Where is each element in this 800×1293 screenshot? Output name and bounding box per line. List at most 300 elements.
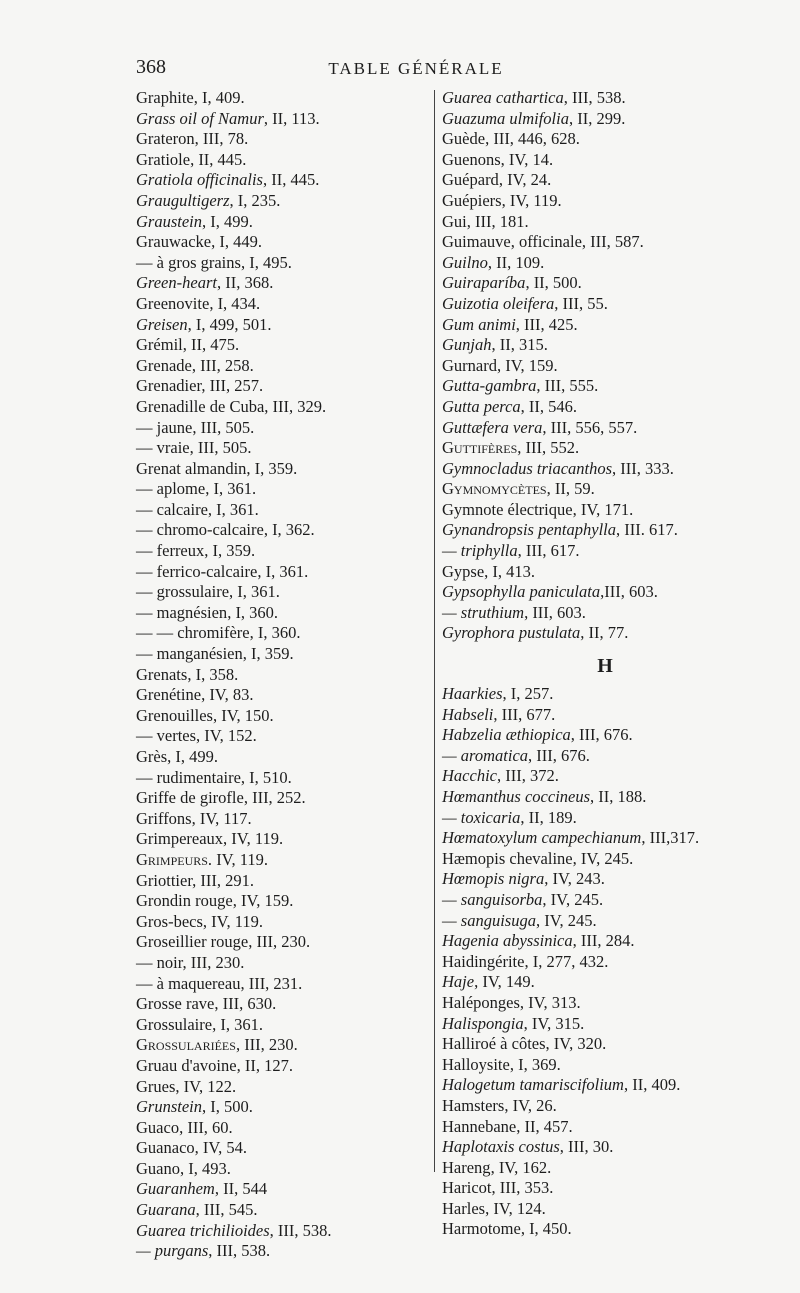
index-entry xyxy=(136,871,432,892)
entry-term: — ferreux xyxy=(136,541,205,561)
entry-term: Gypse xyxy=(442,561,485,581)
entry-reference: , IV, 119. xyxy=(223,829,284,849)
entry-reference: , I, 495. xyxy=(240,252,292,272)
left-index-column xyxy=(136,88,432,1262)
entry-reference: , II, 445. xyxy=(262,170,320,190)
index-entry xyxy=(136,315,432,336)
entry-term: — triphylla xyxy=(442,541,518,561)
entry-reference: , I, 359. xyxy=(242,644,294,664)
entry-term: — vertes xyxy=(136,726,197,746)
index-entry xyxy=(136,1241,432,1262)
index-entry xyxy=(442,869,772,890)
entry-reference: , I, 413. xyxy=(484,561,536,581)
entry-term: Grues xyxy=(136,1076,176,1096)
entry-reference: , III, 291. xyxy=(192,870,255,890)
entry-reference: , IV, 83. xyxy=(201,685,254,705)
index-entry xyxy=(136,1035,432,1056)
index-entry xyxy=(442,1137,772,1158)
entry-term: Grenétine xyxy=(136,685,202,705)
index-entry xyxy=(136,1015,432,1036)
entry-reference: , II, 445. xyxy=(190,149,247,169)
entry-reference: , I, 359. xyxy=(204,541,256,561)
running-title: TABLE GÉNÉRALE xyxy=(328,59,504,78)
entry-term: Harles xyxy=(442,1198,486,1218)
entry-term: Grossulariées xyxy=(136,1035,236,1055)
entry-reference: , I, 493. xyxy=(180,1158,231,1178)
entry-term: Haje xyxy=(442,972,475,992)
index-entry xyxy=(442,500,772,521)
index-entry xyxy=(442,1034,772,1055)
entry-reference: , IV, 315. xyxy=(523,1013,585,1033)
index-entry xyxy=(442,1178,772,1199)
entry-term: Gutta perca xyxy=(442,396,521,416)
entry-term: — grossulaire xyxy=(136,582,230,602)
entry-term: Graugultigerz xyxy=(136,190,230,210)
index-entry xyxy=(442,952,772,973)
entry-term: Guimauve, officinale xyxy=(442,232,582,252)
index-entry xyxy=(136,397,432,418)
index-entry xyxy=(442,150,772,171)
entry-reference: , I, 434. xyxy=(209,293,261,313)
entry-term: Graustein xyxy=(136,211,202,231)
entry-term: Halogetum tamariscifolium xyxy=(442,1075,624,1095)
index-entry xyxy=(136,809,432,830)
index-entry xyxy=(442,88,772,109)
entry-reference: , IV, 117. xyxy=(191,808,252,828)
entry-reference: , III, 505. xyxy=(189,438,252,458)
entry-reference: , I, 499. xyxy=(167,747,219,766)
index-entry xyxy=(442,418,772,439)
entry-term: Gratiola officinalis xyxy=(136,170,263,190)
index-entry xyxy=(442,459,772,480)
entry-term: Halloysite xyxy=(442,1054,510,1074)
entry-reference: , II, 544 xyxy=(214,1179,268,1199)
entry-reference: , I, 361. xyxy=(212,1014,263,1034)
index-entry xyxy=(136,520,432,541)
index-entry xyxy=(136,109,432,130)
index-entry xyxy=(136,623,432,644)
index-entry xyxy=(442,1219,772,1240)
entry-reference: , II, 109. xyxy=(487,252,545,272)
entry-term: Guarea cathartica xyxy=(442,88,564,107)
entry-term: Harmotome xyxy=(442,1219,521,1239)
entry-term: Halliroé à côtes xyxy=(442,1034,546,1054)
entry-term: — sanguisuga xyxy=(442,910,536,930)
index-entry xyxy=(136,1159,432,1180)
entry-reference: , III, 676. xyxy=(528,745,590,765)
index-entry xyxy=(136,1118,432,1139)
entry-reference: , II, 315. xyxy=(491,335,548,355)
index-entry xyxy=(136,974,432,995)
entry-reference: , II, 409. xyxy=(623,1075,681,1095)
entry-term: Hœmatoxylum campechianum xyxy=(442,828,642,848)
entry-term: Gyrophora pustulata xyxy=(442,623,581,643)
entry-term: Haléponges xyxy=(442,992,520,1012)
index-entry xyxy=(442,766,772,787)
index-entry xyxy=(442,849,772,870)
entry-term: — manganésien xyxy=(136,644,243,664)
index-entry xyxy=(442,684,772,705)
index-entry xyxy=(442,787,772,808)
entry-term: Guazuma ulmifolia xyxy=(442,108,569,128)
index-entry xyxy=(442,438,772,459)
entry-term: Guttifères xyxy=(442,438,518,458)
entry-term: Gros-becs xyxy=(136,911,203,931)
entry-term: Haarkies xyxy=(442,684,503,704)
entry-reference: , III, 78. xyxy=(194,129,249,149)
entry-reference: , IV, 245. xyxy=(572,848,634,868)
entry-term: Griffe de girofle xyxy=(136,788,244,808)
index-entry xyxy=(442,1014,772,1035)
entry-reference: , I, 257. xyxy=(502,684,554,704)
entry-term: — calcaire xyxy=(136,499,208,519)
index-entry xyxy=(442,479,772,500)
entry-reference: , III, 538. xyxy=(269,1220,332,1240)
index-entry xyxy=(136,1097,432,1118)
index-entry xyxy=(442,1075,772,1096)
entry-reference: , II, 127. xyxy=(236,1055,293,1075)
index-entry xyxy=(136,253,432,274)
entry-term: Guaco xyxy=(136,1117,180,1137)
index-entry xyxy=(442,725,772,746)
index-entry xyxy=(442,170,772,191)
entry-term: Hannebane xyxy=(442,1116,517,1136)
index-entry xyxy=(136,1221,432,1242)
index-entry xyxy=(136,1077,432,1098)
entry-reference: , IV, 149. xyxy=(474,972,535,992)
index-entry xyxy=(136,603,432,624)
entry-term: Groseillier rouge xyxy=(136,932,249,952)
entry-term: Gui xyxy=(442,211,467,231)
entry-term: Gratiole xyxy=(136,149,191,169)
entry-reference: , III, 231. xyxy=(240,973,303,993)
entry-term: Grenouilles xyxy=(136,705,213,725)
entry-reference: , I, 360. xyxy=(227,602,279,622)
index-entry xyxy=(442,972,772,993)
entry-term: — toxicaria xyxy=(442,807,521,827)
entry-reference: , III, 258. xyxy=(191,355,254,375)
entry-term: Hagenia abyssinica xyxy=(442,931,573,951)
entry-term: Guède xyxy=(442,129,486,149)
column-divider xyxy=(434,90,435,1172)
entry-term: Gum animi xyxy=(442,314,516,334)
entry-reference: , IV, 122. xyxy=(175,1076,237,1096)
index-entry xyxy=(136,891,432,912)
index-entry xyxy=(136,479,432,500)
index-entry xyxy=(442,191,772,212)
entry-reference: , II, 189. xyxy=(520,807,577,827)
entry-reference: , III, 230. xyxy=(248,932,311,952)
entry-reference: , I, 499. xyxy=(202,211,253,231)
index-entry xyxy=(136,829,432,850)
entry-reference: , III. 617. xyxy=(616,520,678,540)
entry-term: Guilno xyxy=(442,252,488,272)
entry-reference: , III, 284. xyxy=(572,931,635,951)
entry-term: Guépiers xyxy=(442,190,502,210)
entry-reference: , IV, 171. xyxy=(572,499,634,519)
entry-term: — purgans xyxy=(136,1241,209,1261)
entry-term: Guano xyxy=(136,1158,180,1178)
entry-reference: , III, 505. xyxy=(192,417,255,437)
entry-reference: , III, 55. xyxy=(554,293,608,313)
entry-reference: , I, 500. xyxy=(202,1097,253,1117)
entry-reference: , I, 449. xyxy=(211,232,262,252)
entry-reference: , IV, 245. xyxy=(535,910,597,930)
index-entry xyxy=(442,562,772,583)
index-entry xyxy=(442,541,772,562)
entry-term: Grémil xyxy=(136,335,183,355)
entry-term: Grenade xyxy=(136,355,192,375)
entry-term: Grossulaire xyxy=(136,1014,213,1034)
index-entry xyxy=(136,541,432,562)
entry-reference: , I, 409. xyxy=(193,88,245,107)
entry-term: Guaranhem xyxy=(136,1179,215,1199)
entry-term: Guttæfera vera xyxy=(442,417,543,437)
entry-term: — aplome xyxy=(136,479,206,499)
index-entry xyxy=(442,315,772,336)
entry-term: — jaune xyxy=(136,417,193,437)
entry-term: Haidingérite xyxy=(442,951,525,971)
index-entry xyxy=(442,294,772,315)
entry-term: Hareng xyxy=(442,1157,491,1177)
entry-reference: , II, 299. xyxy=(568,108,626,128)
entry-reference: , II, 77. xyxy=(580,623,629,643)
right-index-column xyxy=(442,88,772,1240)
index-entry xyxy=(136,418,432,439)
index-entry xyxy=(442,1199,772,1220)
index-entry xyxy=(136,191,432,212)
entry-reference: , III, 181. xyxy=(466,211,529,231)
entry-term: Hœmopis nigra xyxy=(442,869,545,889)
index-entry xyxy=(136,170,432,191)
entry-reference: , III, 538. xyxy=(563,88,626,107)
entry-reference: , IV, 162. xyxy=(490,1157,552,1177)
index-entry xyxy=(136,1056,432,1077)
entry-term: Grimpeurs. xyxy=(136,849,213,869)
entry-reference: , IV, 320. xyxy=(545,1034,607,1054)
entry-reference: , III, 30. xyxy=(559,1137,614,1157)
entry-term: Grunstein xyxy=(136,1097,202,1117)
entry-term: Hæmopis chevaline xyxy=(442,848,573,868)
entry-term: Guarea trichilioides xyxy=(136,1220,270,1240)
entry-reference: , IV, 14. xyxy=(500,149,554,169)
index-entry xyxy=(136,212,432,233)
index-entry xyxy=(442,828,772,849)
index-entry xyxy=(442,582,772,603)
entry-term: — ferrico-calcaire xyxy=(136,561,258,581)
index-entry xyxy=(136,768,432,789)
entry-term: Guépard xyxy=(442,170,499,190)
entry-reference: , IV, 159. xyxy=(232,891,294,911)
entry-reference: , IV, 26. xyxy=(504,1095,557,1115)
entry-term: Gunjah xyxy=(442,335,492,355)
entry-reference: , III, 329. xyxy=(264,396,327,416)
entry-term: Gruau d'avoine xyxy=(136,1055,237,1075)
entry-term: Guizotia oleifera xyxy=(442,293,555,313)
page-number: 368 xyxy=(136,56,166,78)
entry-term: Haricot xyxy=(442,1178,492,1198)
index-entry xyxy=(136,1200,432,1221)
entry-term: Grass oil of Namur xyxy=(136,108,264,128)
index-entry xyxy=(136,953,432,974)
entry-reference: , I, 361. xyxy=(205,479,257,499)
entry-reference: , III, 372. xyxy=(496,766,559,786)
entry-term: Haplotaxis costus xyxy=(442,1137,560,1157)
index-entry xyxy=(136,1138,432,1159)
entry-reference: , III, 603. xyxy=(524,602,586,622)
entry-reference: ,III, 603. xyxy=(600,582,658,602)
entry-term: Hamsters xyxy=(442,1095,505,1115)
index-entry xyxy=(442,376,772,397)
index-entry xyxy=(136,500,432,521)
index-entry xyxy=(442,603,772,624)
entry-term: — magnésien xyxy=(136,602,228,622)
index-entry xyxy=(136,665,432,686)
index-entry xyxy=(136,706,432,727)
index-entry xyxy=(442,397,772,418)
index-entry xyxy=(442,253,772,274)
entry-reference: , IV, 313. xyxy=(519,992,581,1012)
entry-reference: , I, 362. xyxy=(263,520,315,540)
entry-reference: , III, 556, 557. xyxy=(542,417,638,437)
index-entry xyxy=(442,109,772,130)
entry-term: — sanguisorba xyxy=(442,889,543,909)
entry-reference: , I, 235. xyxy=(229,190,281,210)
entry-reference: , I, 359. xyxy=(246,458,298,478)
entry-term: Greenovite xyxy=(136,293,210,313)
index-entry xyxy=(136,912,432,933)
entry-term: Guanaco xyxy=(136,1138,195,1158)
entry-term: Guenons xyxy=(442,149,501,169)
entry-reference: , IV, 119. xyxy=(202,911,263,931)
index-entry xyxy=(136,232,432,253)
entry-reference: , I, 499, 501. xyxy=(187,314,272,334)
entry-reference: , II, 59. xyxy=(546,479,595,499)
index-entry xyxy=(442,808,772,829)
entry-term: Gypsophylla paniculata xyxy=(442,582,601,602)
entry-reference: , II, 113. xyxy=(263,108,320,128)
entry-term: Guiraparíba xyxy=(442,273,526,293)
entry-reference: , II, 188. xyxy=(590,787,647,806)
entry-term: Gynandropsis pentaphylla xyxy=(442,520,616,540)
entry-reference: , II, 475. xyxy=(182,335,240,355)
page-header xyxy=(136,56,696,86)
index-entry xyxy=(136,747,432,768)
entry-term: Grauwacke xyxy=(136,232,212,252)
entry-reference: , I, 361. xyxy=(257,561,309,581)
entry-term: Graphite xyxy=(136,88,194,107)
entry-reference: , I, 361. xyxy=(207,499,259,519)
entry-term: Grès xyxy=(136,747,168,766)
index-entry xyxy=(442,1158,772,1179)
entry-reference: , III,317. xyxy=(641,828,700,848)
index-entry xyxy=(442,1055,772,1076)
entry-term: Grondin rouge xyxy=(136,891,233,911)
index-entry xyxy=(136,294,432,315)
entry-term: Grenadier xyxy=(136,376,202,396)
entry-reference: , I, 510. xyxy=(240,767,292,787)
index-entry xyxy=(442,356,772,377)
index-entry xyxy=(442,335,772,356)
entry-reference: , III, 587. xyxy=(581,232,644,252)
entry-reference: , I, 450. xyxy=(520,1219,572,1239)
index-entry xyxy=(136,644,432,665)
index-entry xyxy=(442,1117,772,1138)
entry-reference: , III, 60. xyxy=(179,1117,233,1137)
entry-term: Gurnard xyxy=(442,355,497,375)
entry-term: Habzelia æthiopica xyxy=(442,725,571,745)
entry-reference: , III, 425. xyxy=(515,314,578,334)
entry-term: — vraie xyxy=(136,438,190,458)
index-entry xyxy=(136,376,432,397)
entry-reference: , IV, 124. xyxy=(485,1198,546,1218)
entry-term: Grenats xyxy=(136,664,188,684)
entry-reference: , III, 617. xyxy=(517,541,580,561)
entry-reference: , III, 677. xyxy=(493,704,556,724)
index-entry xyxy=(136,685,432,706)
entry-term: Guarana xyxy=(136,1200,196,1220)
index-entry xyxy=(442,705,772,726)
entry-term: Greisen xyxy=(136,314,188,334)
index-entry xyxy=(136,129,432,150)
index-entry xyxy=(136,994,432,1015)
entry-reference: , III, 552. xyxy=(517,438,580,458)
entry-term: Griottier xyxy=(136,870,193,890)
entry-term: Griffons xyxy=(136,808,192,828)
index-entry xyxy=(136,438,432,459)
entry-term: — à gros grains xyxy=(136,252,241,272)
index-entry xyxy=(136,1179,432,1200)
index-entry xyxy=(136,459,432,480)
entry-term: Gymnote électrique xyxy=(442,499,573,519)
index-entry xyxy=(136,726,432,747)
entry-reference: , I, 277, 432. xyxy=(524,951,609,971)
entry-reference: , IV, 54. xyxy=(194,1138,248,1158)
section-letter-heading: H xyxy=(597,655,611,678)
entry-term: — rudimentaire xyxy=(136,767,241,787)
index-entry xyxy=(136,788,432,809)
index-entry xyxy=(442,931,772,952)
entry-term: Hœmanthus coccineus xyxy=(442,787,591,806)
entry-term: Grimpereaux xyxy=(136,829,224,849)
index-entry xyxy=(136,88,432,109)
entry-term: Hacchic xyxy=(442,766,497,786)
index-entry xyxy=(442,993,772,1014)
index-entry xyxy=(136,562,432,583)
entry-term: — à maquereau xyxy=(136,973,241,993)
entry-reference: , IV, 152. xyxy=(196,726,257,746)
entry-reference: , II, 368. xyxy=(216,273,274,293)
entry-term: — noir xyxy=(136,952,183,972)
entry-term: Grenat almandin xyxy=(136,458,247,478)
entry-reference: IV, 119. xyxy=(212,849,268,869)
index-entry xyxy=(442,1096,772,1117)
index-entry xyxy=(442,911,772,932)
index-entry xyxy=(136,150,432,171)
entry-reference: , I, 361. xyxy=(229,582,280,602)
entry-reference: , III, 538. xyxy=(208,1241,271,1261)
index-entry xyxy=(136,273,432,294)
entry-reference: , IV, 243. xyxy=(544,869,605,889)
entry-term: — aromatica xyxy=(442,745,529,765)
entry-term: Green-heart xyxy=(136,273,217,293)
entry-term: Grateron xyxy=(136,129,195,149)
entry-reference: , III, 630. xyxy=(214,994,277,1014)
entry-reference: , I, 369. xyxy=(509,1054,561,1074)
index-entry xyxy=(136,582,432,603)
entry-term: Habseli xyxy=(442,704,494,724)
entry-reference: , III, 333. xyxy=(612,458,674,478)
